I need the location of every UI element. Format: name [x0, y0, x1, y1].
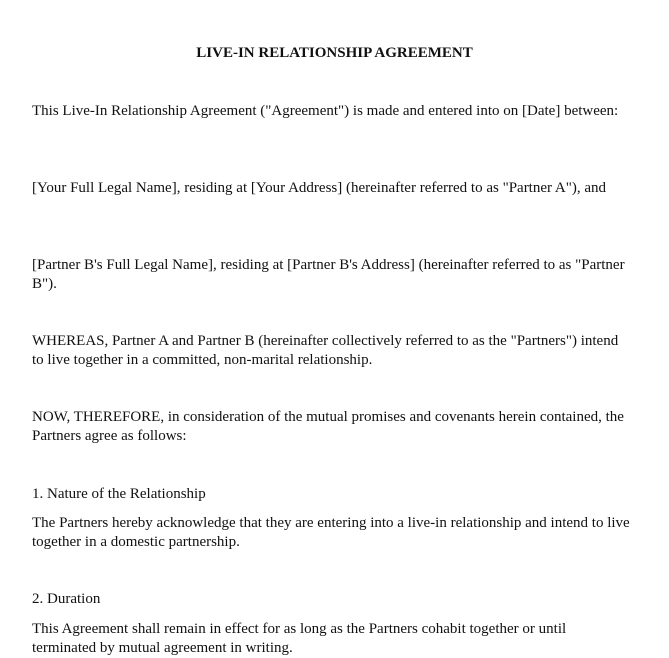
section-heading: 1. Nature of the Relationship [32, 486, 206, 502]
whereas-clause: WHEREAS, Partner A and Partner B (hereinafter collectively referred to as the "Partners") intend to live together in a committed, non-marital relationship. [32, 333, 619, 368]
document-title: LIVE-IN RELATIONSHIP AGREEMENT [196, 45, 473, 61]
partner-b-paragraph: [Partner B's Full Legal Name], residing at [Partner B's Address] (hereinafter referred to as "Partner B"). [32, 257, 625, 292]
partner-a-paragraph: [Your Full Legal Name], residing at [Your Address] (hereinafter referred to as "Partner A"), and [32, 180, 607, 196]
intro-paragraph: This Live-In Relationship Agreement ("Agreement") is made and entered into on [Date] between: [32, 103, 619, 119]
now-therefore-clause: NOW, THEREFORE, in consideration of the mutual promises and covenants herein contained, the Partners agree as follows: [32, 409, 624, 444]
section-body: This Agreement shall remain in effect for as long as the Partners cohabit together or until terminated by mutual agreement in writing. [32, 621, 567, 656]
section-body: The Partners hereby acknowledge that they are entering into a live-in relationship and intend to live together in a domestic partnership. [32, 515, 630, 550]
section-heading: 2. Duration [32, 591, 101, 607]
